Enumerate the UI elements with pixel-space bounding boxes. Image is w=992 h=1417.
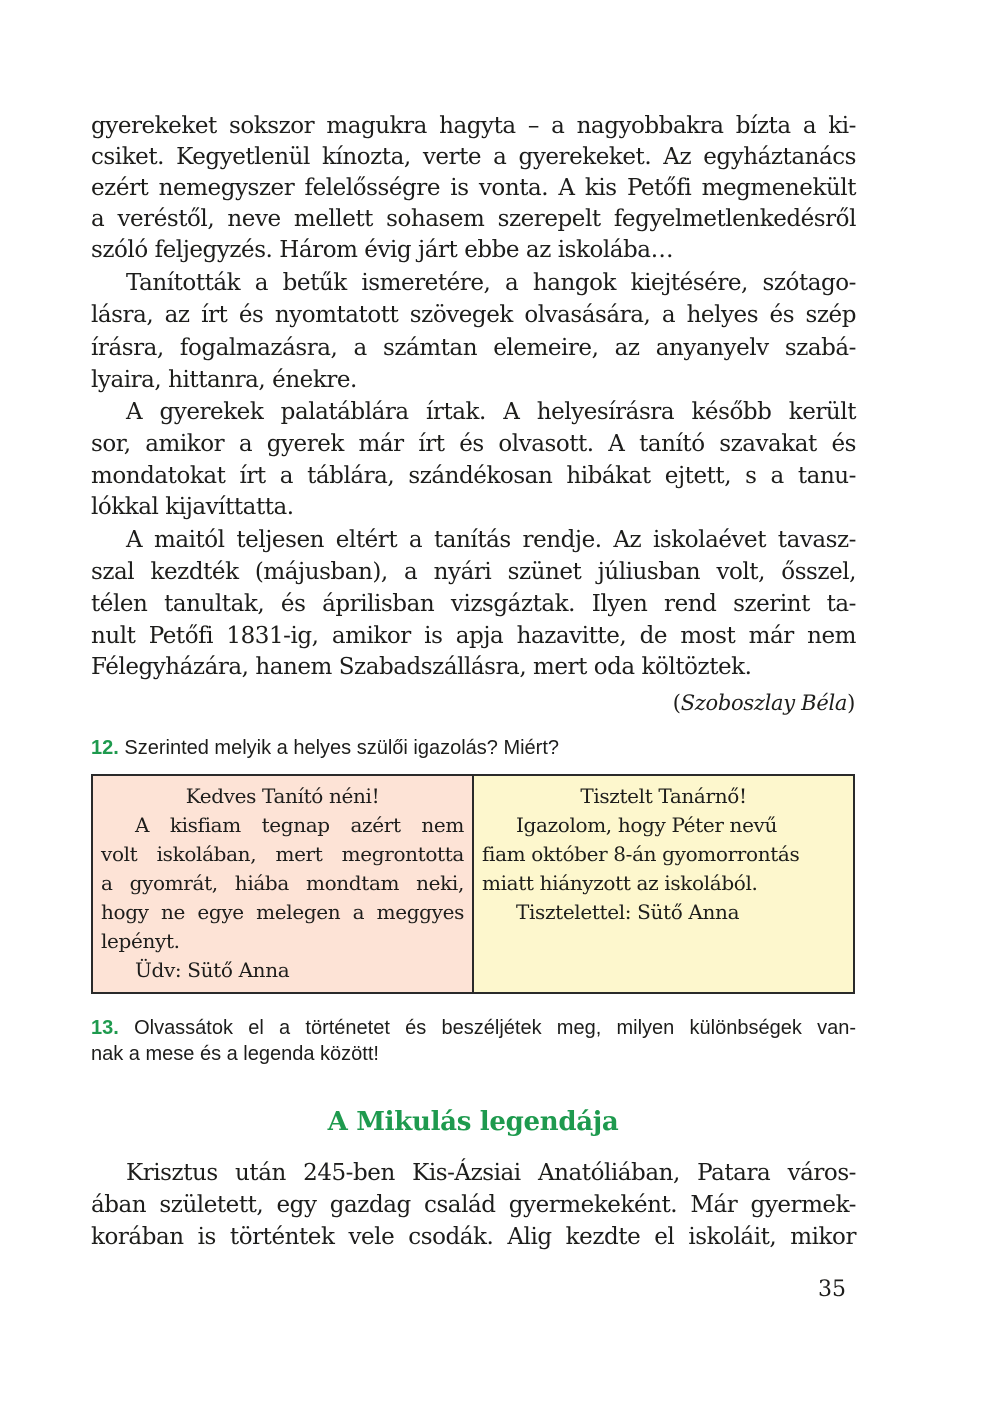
story-line: gyerekeket sokszor magukra hagyta – a nagyobbakra bízta a ki- <box>91 113 856 139</box>
citation-open: ( <box>672 691 681 715</box>
story-line: a veréstől, neve mellett sohasem szerepelt fegyelmetlenkedésről <box>91 206 856 232</box>
section-heading: A Mikulás legendája <box>327 1107 619 1137</box>
note-line: hogy ne egye melegen a meggyes <box>101 900 464 924</box>
note-signature: Üdv: Sütő Anna <box>135 958 290 982</box>
citation <box>673 689 855 717</box>
note-line: lepényt. <box>101 929 180 953</box>
note-line: a gyomrát, hiába mondtam neki, <box>101 871 464 895</box>
task-13-continued: nak a mese és a legenda között! <box>91 1043 379 1065</box>
note-line: A kisfiam tegnap azért nem <box>135 813 464 837</box>
page-number: 35 <box>818 1277 846 1302</box>
task-number: 13. <box>91 1017 119 1039</box>
note-line: fiam október 8-án gyomorrontás <box>482 842 800 866</box>
story-line: mondatokat írt a táblára, szándékosan hibákat ejtett, s a tanu- <box>91 463 856 489</box>
parent-notes-table <box>91 774 855 994</box>
legend-line: korában is történtek vele csodák. Alig kezdte el iskoláit, mikor <box>91 1224 856 1250</box>
note-greeting: Tisztelt Tanárnő! <box>580 784 747 808</box>
note-line: volt iskolában, mert megrontotta <box>101 842 464 866</box>
story-line: Tanították a betűk ismeretére, a hangok kiejtésére, szótago- <box>126 270 856 296</box>
story-line: ezért nemegyszer felelősségre is vonta. A kis Petőfi megmenekült <box>91 175 856 201</box>
story-line: télen tanultak, és áprilisban vizsgáztak. Ilyen rend szerint ta- <box>91 591 856 617</box>
task-12 <box>91 735 559 761</box>
story-line: szal kezdték (májusban), a nyári szünet júliusban volt, ősszel, <box>91 559 856 585</box>
story-line: szóló feljegyzés. Három évig járt ebbe az iskolába… <box>91 237 674 263</box>
task-number: 12. <box>91 737 119 759</box>
legend-line: ában született, egy gazdag család gyermekeként. Már gyermek- <box>91 1192 856 1218</box>
note-right <box>474 776 853 992</box>
note-left <box>93 776 474 992</box>
note-line: miatt hiányzott az iskolából. <box>482 871 758 895</box>
story-line: Félegyházára, hanem Szabadszállásra, mert oda költöztek. <box>91 654 752 680</box>
story-line: nult Petőfi 1831-ig, amikor is apja hazavitte, de most már nem <box>91 623 856 649</box>
task-text: Szerinted melyik a helyes szülői igazolás? Miért? <box>124 737 560 759</box>
legend-line: Krisztus után 245-ben Kis-Ázsiai Anatóliában, Patara város- <box>126 1160 856 1186</box>
task-text: Olvassátok el a történetet és beszéljétek meg, milyen különbségek van- <box>134 1017 856 1039</box>
note-greeting: Kedves Tanító néni! <box>185 784 380 808</box>
story-line: írásra, fogalmazásra, a számtan elemeire, az anyanyelv szabá- <box>91 335 856 361</box>
story-line: lókkal kijavíttatta. <box>91 494 294 520</box>
note-line: Igazolom, hogy Péter nevű <box>516 813 778 837</box>
task-13 <box>91 1015 856 1041</box>
story-line: lásra, az írt és nyomtatott szövegek olvasására, a helyes és szép <box>91 302 856 328</box>
story-line: sor, amikor a gyerek már írt és olvasott. A tanító szavakat és <box>91 431 856 457</box>
story-line: lyaira, hittanra, énekre. <box>91 367 357 393</box>
story-line: A maitól teljesen eltért a tanítás rendje. Az iskolaévet tavasz- <box>126 527 856 553</box>
story-line: A gyerekek palatáblára írtak. A helyesírásra később került <box>126 399 856 425</box>
note-signature: Tisztelettel: Sütő Anna <box>516 900 740 924</box>
story-line: csiket. Kegyetlenül kínozta, verte a gyerekeket. Az egyháztanács <box>91 144 856 170</box>
citation-close: ) <box>847 691 855 715</box>
citation-author: Szoboszlay Béla <box>680 691 848 715</box>
